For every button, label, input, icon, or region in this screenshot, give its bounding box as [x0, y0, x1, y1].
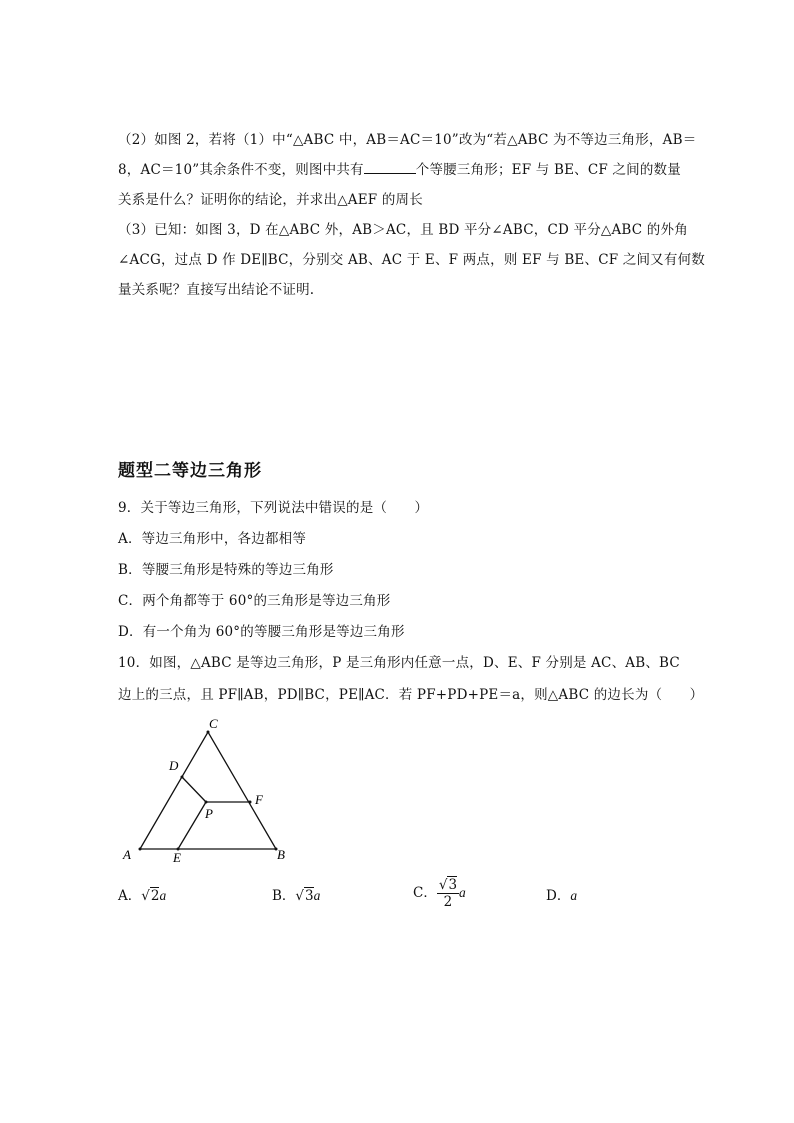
- q10-option-b-var: a: [313, 888, 321, 903]
- sqrt-symbol: √3: [438, 877, 458, 893]
- label-p: P: [205, 806, 213, 821]
- q10-stem-line2: 边上的三点，且 PF∥AB，PD∥BC，PE∥AC．若 PF+PD+PE＝a，则△ABC 的边长为（ ）: [118, 687, 704, 703]
- fraction: [437, 877, 459, 910]
- q8-part2-line3: 关系是什么？证明你的结论，并求出△AEF 的周长: [118, 192, 423, 208]
- q10-option-b-letter: B．: [272, 888, 296, 904]
- q10-option-b: [272, 885, 320, 907]
- q8-part3-line1: （3）已知：如图 3，D 在△ABC 外，AB＞AC，且 BD 平分∠ABC，CD 平分△ABC 的外角: [118, 222, 688, 238]
- q10-option-d-var: a: [570, 888, 578, 903]
- q10-option-c-radicand: 3: [448, 877, 458, 893]
- q10-option-a: [118, 885, 166, 907]
- label-d: D: [169, 758, 179, 773]
- answer-blank: [364, 161, 416, 174]
- label-a: A: [123, 847, 131, 862]
- label-b: B: [277, 847, 285, 862]
- q8-part2-line2a: 8，AC＝10”其余条件不变，则图中共有: [118, 162, 364, 178]
- q9-option-c: C．两个角都等于 60°的三角形是等边三角形: [118, 593, 391, 609]
- q9-option-a: A．等边三角形中，各边都相等: [118, 531, 307, 547]
- q10-option-a-var: a: [159, 888, 167, 903]
- sqrt-symbol: √3: [295, 888, 314, 904]
- label-e: E: [173, 850, 181, 865]
- q10-option-b-radicand: 3: [305, 888, 314, 904]
- label-f: F: [255, 792, 263, 807]
- q10-option-a-letter: A．: [118, 888, 142, 904]
- triangle-abc: [140, 732, 276, 849]
- q8-part3-line2: ∠ACG，过点 D 作 DE∥BC，分别交 AB、AC 于 E、F 两点，则 EF 与 BE、CF 之间又有何数: [118, 252, 705, 268]
- q10-option-a-radicand: 2: [150, 888, 160, 904]
- sqrt-symbol: √2: [141, 888, 160, 904]
- point-d: [181, 776, 184, 779]
- segment-pe: [178, 802, 206, 849]
- q8-part2-line2: [118, 161, 681, 179]
- q8-part3-line3: 量关系呢？直接写出结论不证明.: [118, 282, 315, 298]
- point-p: [205, 801, 208, 804]
- q9-stem: 9．关于等边三角形，下列说法中错误的是（ ）: [118, 500, 429, 516]
- q8-part2-line1: （2）如图 2，若将（1）中“△ABC 中，AB＝AC＝10”改为“若△ABC 为不等边三角形，AB＝: [118, 132, 697, 148]
- q10-option-c-letter: C．: [413, 885, 437, 901]
- q10-option-c: [413, 877, 466, 910]
- label-c: C: [209, 716, 218, 731]
- segment-pd: [182, 777, 206, 802]
- section-heading: 题型二等边三角形: [118, 461, 262, 481]
- q10-triangle-figure: [110, 712, 310, 872]
- q10-option-c-den: 2: [443, 894, 453, 910]
- point-f: [249, 801, 252, 804]
- q8-part2-line2b: 个等腰三角形；EF 与 BE、CF 之间的数量: [415, 162, 681, 178]
- q9-option-d: D．有一个角为 60°的等腰三角形是等边三角形: [118, 624, 405, 640]
- q10-option-c-var: a: [459, 885, 466, 900]
- q10-stem-line1: 10．如图，△ABC 是等边三角形，P 是三角形内任意一点，D、E、F 分别是 AC、AB、BC: [118, 655, 680, 671]
- q9-option-b: B．等腰三角形是特殊的等边三角形: [118, 562, 334, 578]
- point-a: [139, 848, 142, 851]
- q10-option-d: [546, 885, 577, 907]
- q10-option-d-letter: D．: [546, 888, 571, 904]
